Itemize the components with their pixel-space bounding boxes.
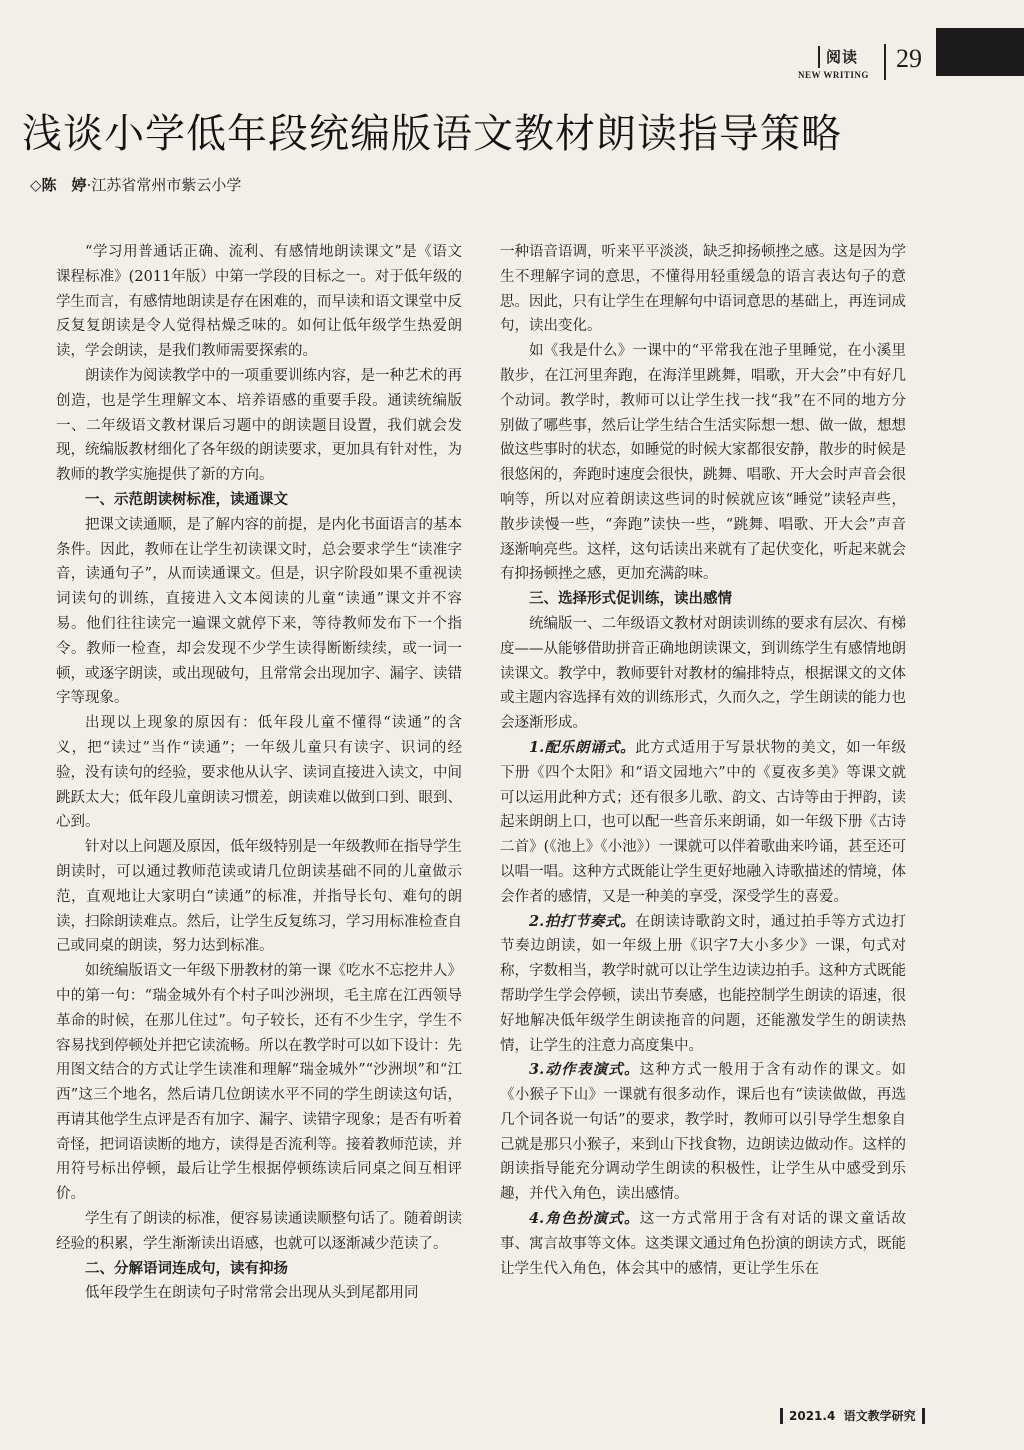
header-tab-block (936, 28, 1024, 76)
article-title: 浅谈小学低年段统编版语文教材朗读指导策略 (22, 111, 842, 157)
section-name: 阅读 (826, 48, 859, 66)
paragraph-lead: 2.拍打节奏式。 (529, 912, 636, 930)
paragraph-lead: 4.角色扮演式。 (529, 1210, 640, 1228)
paragraph-text: 这一方式常用于含有对话的课文童话故事、寓言故事等文体。这类课文通过角色扮演的朗读方式，既能让学生代入角色，体会其中的感情，更让学生乐在 (500, 1211, 907, 1277)
byline (30, 174, 241, 196)
paragraph (500, 736, 906, 910)
paragraph: 朗读作为阅读教学中的一项重要训练内容，是一种艺术的再创造，也是学生理解文本、培养语感的重要手段。通读统编版一、二年级语文教材课后习题中的朗读题目设置，我们就会发现，统编版教材细化了各年级的朗读要求，更加具有针对性，为教师的教学实施提供了新的方向。 (56, 367, 462, 484)
paragraph-text: 此方式适用于写景状物的美文，如一年级下册《四个太阳》和“语文园地六”中的《夏夜多美》等课文就可以运用此种方式；还有很多儿歌、韵文、古诗等由于押韵，读起来朗朗上口，也可以配一些音乐来朗诵，如一年级下册《古诗二首》(《池上》《小池》）一课就可以伴着歌曲来吟诵，甚至还可以唱一唱。这种方式既能让学生更好地融入诗歌描述的情境，体会作者的感情，又是一种美的享受，深受学生的喜爱。 (500, 739, 907, 905)
byline-mark: ◇ (30, 176, 42, 194)
journal-name: 语文教学研究 (843, 1409, 916, 1423)
paragraph-lead: 3.动作表演式。 (529, 1061, 640, 1079)
paragraph (500, 1207, 906, 1281)
paragraph: 统编版一、二年级语文教材对朗读训练的要求有层次、有梯度——从能够借助拼音正确地朗读课文，到训练学生有感情地朗读课文。教学中，教师要针对教材的编排特点，根据课文的文体或主题内容选择有效的训练形式，久而久之，学生朗读的能力也会逐渐形成。 (500, 615, 906, 732)
header-divider-2 (884, 44, 886, 80)
author-name: 陈 婷 (41, 176, 87, 194)
section-subtitle: NEW WRITING (798, 70, 869, 80)
issue-number: 2021.4 (789, 1409, 836, 1423)
paragraph: “学习用普通话正确、流利、有感情地朗读课文”是《语文课程标准》(2011年版）中第一学段的目标之一。对于低年级的学生而言，有感情地朗读是存在困难的，而早读和语文课堂中反反复复朗读是令人觉得枯燥乏味的。如何让低年级学生热爱朗读，学会朗读，是我们教师需要探索的。 (56, 244, 462, 360)
footer (780, 1408, 925, 1424)
paragraph: 针对以上问题及原因，低年级特别是一年级教师在指导学生朗读时，可以通过教师范读或请几位朗读基础不同的儿童做示范，直观地让大家明白“读通”的标准，并指导长句、难句的朗读，扫除朗读难点。然后，让学生反复练习，学习用标准检查自己或同桌的朗读，努力达到标准。 (56, 839, 462, 955)
paragraph: 如统编版语文一年级下册教材的第一课《吃水不忘挖井人》中的第一句：“瑞金城外有个村子叫沙洲坝，毛主席在江西领导革命的时候，在那儿住过”。句子较长，还有不少生字，学生不容易找到停顿处并把它读流畅。所以在教学时可以如下设计：先用图文结合的方式让学生读准和理解“瑞金城外”“沙洲坝”和“江西”这三个地名，然后请几位朗读水平不同的学生朗读这句话，再请其他学生点评是否有加字、漏字、读错字现象；是否有听着奇怪，把词语读断的地方，读得是否流利等。接着教师范读，并用符号标出停顿，最后让学生根据停顿练读后同桌之间互相评价。 (56, 963, 462, 1203)
paragraph: 学生有了朗读的标准，便容易读通读顺整句话了。随着朗读经验的积累，学生渐渐读出语感，也就可以逐渐减少范读了。 (56, 1211, 462, 1252)
author-affiliation: ·江苏省常州市紫云小学 (86, 176, 242, 194)
left-column (56, 240, 462, 1306)
paragraph-text: 这种方式一般用于含有动作的课文。如《小猴子下山》一课就有很多动作，课后也有“读读做做，再选几个词各说一句话”的要求，教学时，教师可以引导学生想象自己就是那只小猴子，来到山下找食物，边朗读边做动作。这样的朗读指导能充分调动学生朗读的积极性，让学生从中感受到乐趣，并代入角色，读出感情。 (500, 1062, 907, 1203)
section-heading: 一、示范朗读树标准，读通课文 (85, 491, 288, 508)
paragraph-text: 在朗读诗歌韵文时，通过拍手等方式边打节奏边朗读，如一年级上册《识字7大小多少》一课，句式对称，字数相当，教学时就可以让学生边读边拍手。这种方式既能帮助学生学会停顿，读出节奏感，也能控制学生朗读的语速，很好地解决低年级学生朗读拖音的问题，还能激发学生的朗读热情，让学生的注意力高度集中。 (500, 913, 907, 1054)
paragraph-lead: 1.配乐朗诵式。 (529, 738, 636, 756)
paragraph (500, 910, 906, 1059)
paragraph: 低年段学生在朗读句子时常常会出现从头到尾都用同 (85, 1285, 419, 1302)
header-divider (818, 46, 820, 68)
page-number: 29 (896, 44, 922, 73)
paragraph: 出现以上现象的原因有：低年段儿童不懂得“读通”的含义，把“读过”当作“读通”；一年级儿童只有读字、识词的经验，没有读句的经验，要求他从认字、读词直接进入读文，中间跳跃太大；低年段儿童朗读习惯差，朗读难以做到口到、眼到、心到。 (56, 715, 462, 831)
paragraph: 如《我是什么》一课中的“平常我在池子里睡觉，在小溪里散步，在江河里奔跑，在海洋里跳舞，唱歌，开大会”中有好几个动词。教学时，教师可以让学生找一找“我”在不同的地方分别做了哪些事，然后让学生结合生活实际想一想、做一做，想想做这些事时的状态，如睡觉的时候大家都很安静，散步的时候是很悠闲的，奔跑时速度会很快，跳舞、唱歌、开大会时声音会很响等，所以对应着朗读这些词的时候就应该“睡觉”读轻声些，散步读慢一些，“奔跑”读快一些，“跳舞、唱歌、开大会”声音逐渐响亮些。这样，这句话读出来就有了起伏变化，听起来就会有抑扬顿挫之感，更加充满韵味。 (500, 343, 906, 583)
paragraph: 把课文读通顺，是了解内容的前提，是内化书面语言的基本条件。因此，教师在让学生初读课文时，总会要求学生“读准字音，读通句子”，从而读通课文。但是，识字阶段如果不重视读词读句的训练，直接进入文本阅读的儿童“读通”课文并不容易。他们往往读完一遍课文就停下来，等待教师发布下一个指令。教师一检查，却会发现不少学生读得断断续续，或一词一顿，或逐字朗读，或出现破句，且常常会出现加字、漏字、读错字等现象。 (56, 516, 462, 707)
paragraph (500, 1058, 906, 1207)
paragraph: 一种语音语调，听来平平淡淡，缺乏抑扬顿挫之感。这是因为学生不理解字词的意思，不懂得用轻重缓急的语言表达句子的意思。因此，只有让学生在理解句中语词意思的基础上，再连词成句，读出变化。 (500, 244, 906, 335)
right-column (500, 240, 906, 1281)
section-heading: 三、选择形式促训练，读出感情 (529, 591, 732, 608)
section-heading: 二、分解语词连成句，读有抑扬 (85, 1260, 288, 1277)
